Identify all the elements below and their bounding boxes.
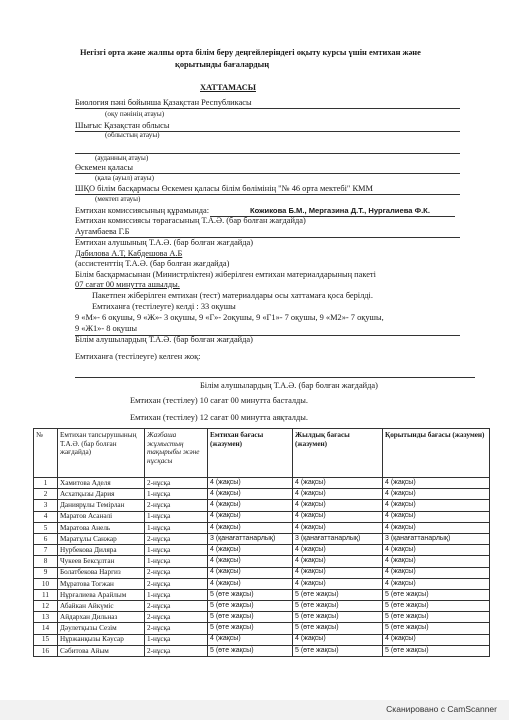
exam-grade: 5 (өте жақсы) [208, 645, 293, 656]
assistants-label: Емтихан алушының Т.А.Ә. (бар болған жағдайда) [75, 238, 254, 247]
annual-grade: 4 (жақсы) [293, 511, 383, 522]
row-number: 6 [34, 533, 58, 544]
chair-value: Аугамбаева Г.Б [75, 227, 130, 236]
variant-cell: 2-нұсқа [145, 612, 208, 623]
table-row [34, 634, 490, 645]
commission-value: Кожикова Б.М., Мергазина Д.Т., Нургалиева Ф.К. [250, 206, 430, 215]
student-name: Асхатқызы Дария [58, 489, 145, 500]
classes-line-2: 9 «Ж1»- 8 оқушы [75, 324, 138, 333]
table-row [34, 589, 490, 600]
subject-caption: (оқу пәнінің атауы) [105, 110, 165, 118]
student-name: Болатбекова Наргиз [58, 567, 145, 578]
annual-grade: 4 (жақсы) [293, 634, 383, 645]
row-number: 7 [34, 545, 58, 556]
col-header-name: Емтихан тапсырушының Т.А.Ә. (бар болған жағдайда) [58, 429, 145, 478]
annual-grade: 4 (жақсы) [293, 545, 383, 556]
final-grade: 3 (қанағаттанарлық) [383, 533, 490, 544]
absent-rule [75, 377, 475, 378]
annual-grade: 5 (өте жақсы) [293, 589, 383, 600]
final-grade: 4 (жақсы) [383, 545, 490, 556]
count-line: Емтиханға (тестілеуге) келді : 33 оқушы [92, 302, 236, 311]
student-name: Хамитова Аделя [58, 478, 145, 489]
student-name: Нұржанқызы Кәусар [58, 634, 145, 645]
subject-rule [75, 108, 460, 109]
annual-grade: 4 (жақсы) [293, 500, 383, 511]
scanner-footer [0, 700, 509, 720]
annual-grade: 5 (өте жақсы) [293, 601, 383, 612]
table-row [34, 489, 490, 500]
variant-cell: 2-нұсқа [145, 645, 208, 656]
row-number: 2 [34, 489, 58, 500]
variant-cell: 2-нұсқа [145, 500, 208, 511]
student-name: Маратұлы Санжар [58, 533, 145, 544]
variant-cell: 2-нұсқа [145, 623, 208, 634]
variant-cell: 1-нұсқа [145, 511, 208, 522]
student-name: Дәулетқызы Сезім [58, 623, 145, 634]
table-header-row [34, 429, 490, 478]
final-grade: 4 (жақсы) [383, 478, 490, 489]
exam-grade: 4 (жақсы) [208, 489, 293, 500]
exam-grade: 4 (жақсы) [208, 634, 293, 645]
final-grade: 4 (жақсы) [383, 500, 490, 511]
annual-grade: 5 (өте жақсы) [293, 612, 383, 623]
table-row [34, 511, 490, 522]
exam-grade: 4 (жақсы) [208, 567, 293, 578]
variant-cell: 1-нұсқа [145, 545, 208, 556]
final-grade: 4 (жақсы) [383, 511, 490, 522]
student-name: Нурбекова Диляра [58, 545, 145, 556]
final-grade: 4 (жақсы) [383, 489, 490, 500]
region-value: Шығыс Қазақстан облысы [75, 121, 170, 130]
final-grade: 4 (жақсы) [383, 556, 490, 567]
title-line-1: Негізгі орта және жалпы орта білім беру деңгейлеріндегі оқыту курсы үшін емтихан және [80, 48, 421, 57]
row-number: 15 [34, 634, 58, 645]
variant-cell: 2-нұсқа [145, 533, 208, 544]
final-grade: 5 (өте жақсы) [383, 645, 490, 656]
absent-label: Емтиханға (тестілеуге) келген жоқ: [75, 352, 201, 361]
title-line-2: қорытынды бағалардың [175, 60, 270, 69]
exam-grade: 5 (өте жақсы) [208, 623, 293, 634]
student-name: Маратов Асанәлі [58, 511, 145, 522]
school-caption: (мектеп атауы) [95, 195, 141, 203]
final-grade: 5 (өте жақсы) [383, 601, 490, 612]
annual-grade: 3 (қанағаттанарлық) [293, 533, 383, 544]
student-name: Айдархан Дильназ [58, 612, 145, 623]
table-row [34, 533, 490, 544]
row-number: 8 [34, 556, 58, 567]
student-name: Чукеев Бексұлтан [58, 556, 145, 567]
classes-line-1: 9 «М»- 6 оқушы, 9 «Ж»- 3 оқушы, 9 «Г»- 2оқушы, 9 «Г1»- 7 оқушы, 9 «М2»- 7 оқушы, [75, 313, 384, 322]
student-name: Абайкан Айкүміс [58, 601, 145, 612]
table-row [34, 578, 490, 589]
grades-table [33, 428, 490, 657]
exam-grade: 4 (жақсы) [208, 500, 293, 511]
end-line: Емтихан (тестілеу) 12 сағат 00 минутта аяқталды. [130, 413, 308, 422]
package-line: Білім басқармасынан (Министрліктен) жіберілген емтихан материалдарының пакеті [75, 270, 376, 279]
annual-grade: 4 (жақсы) [293, 567, 383, 578]
table-row [34, 612, 490, 623]
chair-label: Емтихан комиссиясы төрағасының Т.А.Ә. (бар болған жағдайда) [75, 216, 306, 225]
final-grade: 4 (жақсы) [383, 578, 490, 589]
row-number: 13 [34, 612, 58, 623]
col-header-exam-grade: Емтихан бағасы (жазумен) [208, 429, 293, 478]
city-value: Өскемен қаласы [75, 163, 134, 172]
col-header-variant: Жазбаша жұмыстың тақырыбы және нұсқасы [145, 429, 208, 478]
annual-grade: 4 (жақсы) [293, 578, 383, 589]
variant-cell: 1-нұсқа [145, 556, 208, 567]
annual-grade: 5 (өте жақсы) [293, 645, 383, 656]
annual-grade: 4 (жақсы) [293, 489, 383, 500]
exam-grade: 3 (қанағаттанарлық) [208, 533, 293, 544]
final-grade: 4 (жақсы) [383, 567, 490, 578]
row-number: 14 [34, 623, 58, 634]
final-grade: 4 (жақсы) [383, 522, 490, 533]
student-name: Даниярұлы Темірлан [58, 500, 145, 511]
note-line: Пакетпен жіберілген емтихан (тест) материалдары осы хаттамаға қоса берілді. [92, 291, 373, 300]
annual-grade: 4 (жақсы) [293, 478, 383, 489]
table-row [34, 500, 490, 511]
variant-cell: 1-нұсқа [145, 634, 208, 645]
assistants-value: Дабилова А.Т, Кабдешова А.Б [75, 249, 183, 258]
assistant-caption: (ассистенттің Т.А.Ә. (бар болған жағдайда) [75, 259, 230, 268]
district-caption: (ауданның атауы) [95, 154, 149, 162]
row-number: 11 [34, 589, 58, 600]
table-row [34, 478, 490, 489]
col-header-final-grade: Қорытынды бағасы (жазумен) [383, 429, 490, 478]
variant-cell: 1-нұсқа [145, 522, 208, 533]
scanner-watermark-text: Сканировано с CamScanner [386, 704, 497, 714]
exam-grade: 5 (өте жақсы) [208, 601, 293, 612]
table-row [34, 567, 490, 578]
exam-grade: 4 (жақсы) [208, 556, 293, 567]
commission-label: Емтихан комиссиясының құрамында: [75, 206, 210, 215]
student-name: Нұрғалиева Арайлым [58, 589, 145, 600]
exam-grade: 4 (жақсы) [208, 478, 293, 489]
row-number: 1 [34, 478, 58, 489]
document-title: ХАТТАМАСЫ [200, 83, 256, 92]
student-name: Маратова Анель [58, 522, 145, 533]
school-value: ШҚО білім басқармасы Өскемен қаласы білім бөлімінің "№ 46 орта мектебі" КММ [75, 184, 373, 193]
table-row [34, 601, 490, 612]
row-number: 12 [34, 601, 58, 612]
row-number: 9 [34, 567, 58, 578]
start-line: Емтихан (тестілеу) 10 сағат 00 минутта басталды. [130, 396, 309, 405]
final-grade: 5 (өте жақсы) [383, 589, 490, 600]
exam-grade: 5 (өте жақсы) [208, 612, 293, 623]
row-number: 16 [34, 645, 58, 656]
variant-cell: 2-нұсқа [145, 478, 208, 489]
student-name: Мұратова Тогжан [58, 578, 145, 589]
variant-cell: 1-нұсқа [145, 589, 208, 600]
exam-grade: 5 (өте жақсы) [208, 589, 293, 600]
student-label-2: Білім алушылардың Т.А.Ә. (бар болған жағдайда) [200, 381, 378, 390]
table-row [34, 545, 490, 556]
annual-grade: 4 (жақсы) [293, 556, 383, 567]
row-number: 4 [34, 511, 58, 522]
row-number: 5 [34, 522, 58, 533]
final-grade: 4 (жақсы) [383, 634, 490, 645]
variant-cell: 2-нұсқа [145, 601, 208, 612]
annual-grade: 4 (жақсы) [293, 522, 383, 533]
final-grade: 5 (өте жақсы) [383, 612, 490, 623]
table-row [34, 556, 490, 567]
table-row [34, 522, 490, 533]
exam-grade: 4 (жақсы) [208, 578, 293, 589]
variant-cell: 2-нұсқа [145, 567, 208, 578]
variant-cell: 2-нұсқа [145, 578, 208, 589]
city-caption: (қала (ауыл) атауы) [95, 174, 155, 182]
opened-line: 07 сағат 00 минутта ашылды. [75, 280, 180, 289]
col-header-number: № [34, 429, 58, 478]
exam-grade: 4 (жақсы) [208, 522, 293, 533]
table-row [34, 623, 490, 634]
region-caption: (облыстың атауы) [105, 131, 160, 139]
exam-grade: 4 (жақсы) [208, 545, 293, 556]
col-header-annual-grade: Жылдық бағасы (жазумен) [293, 429, 383, 478]
annual-grade: 5 (өте жақсы) [293, 623, 383, 634]
table-row [34, 645, 490, 656]
row-number: 3 [34, 500, 58, 511]
student-name: Сәбитова Айым [58, 645, 145, 656]
exam-grade: 4 (жақсы) [208, 511, 293, 522]
student-label: Білім алушылардың Т.А.Ә. (бар болған жағдайда) [75, 335, 253, 344]
subject-value: Биология пәні бойынша Қазақстан Республикасы [75, 98, 252, 107]
final-grade: 5 (өте жақсы) [383, 623, 490, 634]
row-number: 10 [34, 578, 58, 589]
variant-cell: 1-нұсқа [145, 489, 208, 500]
